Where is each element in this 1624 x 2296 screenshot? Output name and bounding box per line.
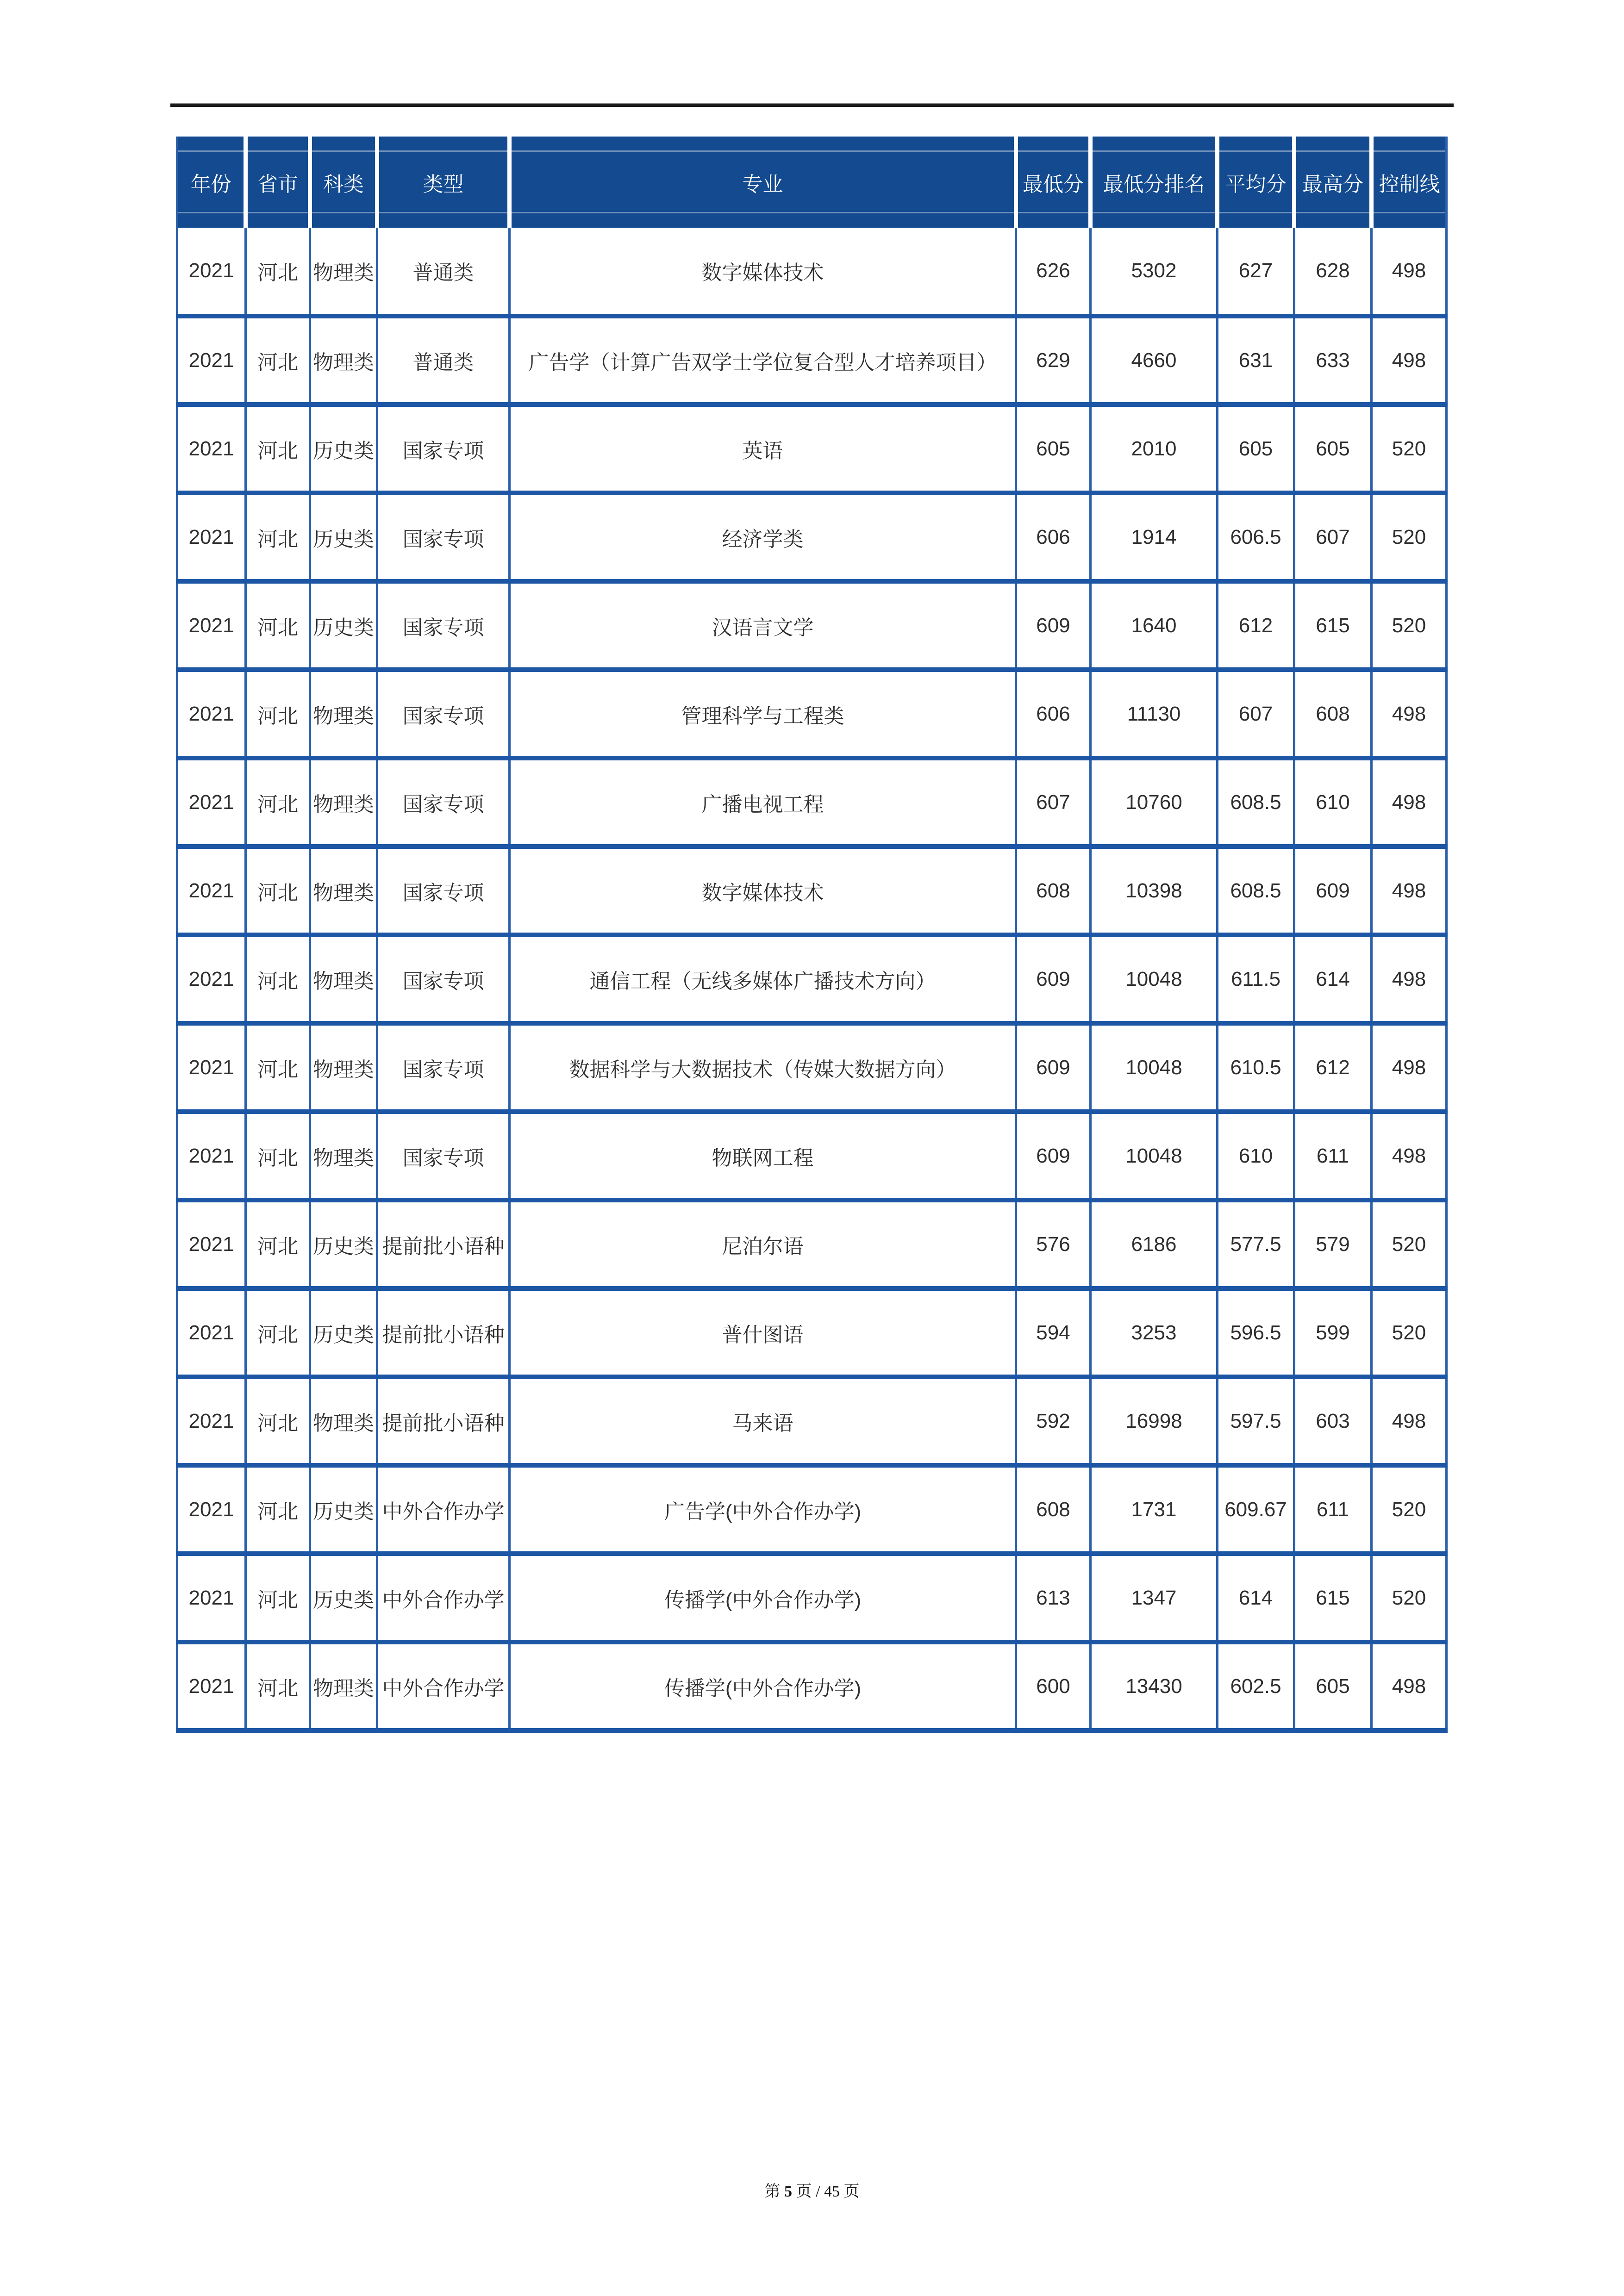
cell-max_score: 599 <box>1294 1288 1372 1377</box>
cell-major: 数字媒体技术 <box>510 228 1016 316</box>
cell-province: 河北 <box>246 228 310 316</box>
cell-min_score_rank: 4660 <box>1091 316 1218 404</box>
cell-province: 河北 <box>246 1642 310 1730</box>
column-header-max_score: 最高分 <box>1294 137 1372 228</box>
cell-avg_score: 609.67 <box>1218 1465 1294 1554</box>
cell-year: 2021 <box>177 1642 246 1730</box>
footer-total-pages: 45 <box>824 2183 840 2200</box>
cell-min_score_rank: 10048 <box>1091 1023 1218 1112</box>
cell-province: 河北 <box>246 1023 310 1112</box>
cell-avg_score: 577.5 <box>1218 1200 1294 1288</box>
cell-province: 河北 <box>246 1288 310 1377</box>
cell-subject: 历史类 <box>310 1288 377 1377</box>
column-header-year: 年份 <box>177 137 246 228</box>
table-row <box>177 228 1447 316</box>
admission-scores-table <box>176 137 1448 1733</box>
cell-min_score_rank: 1347 <box>1091 1554 1218 1642</box>
table-header <box>177 137 1447 228</box>
cell-min_score_rank: 13430 <box>1091 1642 1218 1730</box>
table-row <box>177 581 1447 670</box>
table-row <box>177 1112 1447 1200</box>
cell-min_score_rank: 1731 <box>1091 1465 1218 1554</box>
cell-max_score: 611 <box>1294 1112 1372 1200</box>
cell-type: 国家专项 <box>377 581 510 670</box>
cell-province: 河北 <box>246 316 310 404</box>
cell-max_score: 628 <box>1294 228 1372 316</box>
column-header-subject: 科类 <box>310 137 377 228</box>
footer-prefix: 第 <box>764 2183 785 2200</box>
cell-avg_score: 608.5 <box>1218 758 1294 846</box>
cell-control_line: 520 <box>1372 1288 1447 1377</box>
table-row <box>177 935 1447 1023</box>
table-row <box>177 1642 1447 1730</box>
cell-min_score_rank: 3253 <box>1091 1288 1218 1377</box>
cell-avg_score: 631 <box>1218 316 1294 404</box>
cell-min_score_rank: 1914 <box>1091 493 1218 581</box>
cell-min_score: 606 <box>1016 670 1091 758</box>
cell-min_score_rank: 1640 <box>1091 581 1218 670</box>
cell-subject: 历史类 <box>310 404 377 493</box>
cell-min_score: 594 <box>1016 1288 1091 1377</box>
table-row <box>177 1465 1447 1554</box>
table-row <box>177 1377 1447 1465</box>
cell-year: 2021 <box>177 1112 246 1200</box>
cell-type: 普通类 <box>377 316 510 404</box>
cell-type: 提前批小语种 <box>377 1377 510 1465</box>
cell-type: 中外合作办学 <box>377 1554 510 1642</box>
cell-province: 河北 <box>246 670 310 758</box>
cell-max_score: 605 <box>1294 1642 1372 1730</box>
cell-control_line: 520 <box>1372 404 1447 493</box>
cell-subject: 物理类 <box>310 935 377 1023</box>
cell-control_line: 520 <box>1372 1200 1447 1288</box>
cell-control_line: 520 <box>1372 1465 1447 1554</box>
cell-max_score: 614 <box>1294 935 1372 1023</box>
cell-max_score: 633 <box>1294 316 1372 404</box>
cell-major: 广播电视工程 <box>510 758 1016 846</box>
cell-subject: 历史类 <box>310 1465 377 1554</box>
cell-control_line: 498 <box>1372 846 1447 935</box>
cell-year: 2021 <box>177 493 246 581</box>
table-row <box>177 758 1447 846</box>
cell-major: 经济学类 <box>510 493 1016 581</box>
cell-min_score: 608 <box>1016 846 1091 935</box>
cell-min_score: 576 <box>1016 1200 1091 1288</box>
column-header-province: 省市 <box>246 137 310 228</box>
footer-page-number: 5 <box>784 2183 793 2200</box>
cell-major: 尼泊尔语 <box>510 1200 1016 1288</box>
cell-control_line: 498 <box>1372 228 1447 316</box>
cell-province: 河北 <box>246 581 310 670</box>
cell-control_line: 520 <box>1372 581 1447 670</box>
cell-min_score_rank: 16998 <box>1091 1377 1218 1465</box>
cell-type: 国家专项 <box>377 935 510 1023</box>
table-row <box>177 493 1447 581</box>
cell-subject: 历史类 <box>310 1200 377 1288</box>
cell-province: 河北 <box>246 846 310 935</box>
footer-mid: 页 / <box>792 2183 824 2200</box>
cell-province: 河北 <box>246 1554 310 1642</box>
cell-province: 河北 <box>246 493 310 581</box>
table-row <box>177 846 1447 935</box>
column-header-major: 专业 <box>510 137 1016 228</box>
cell-avg_score: 597.5 <box>1218 1377 1294 1465</box>
cell-avg_score: 612 <box>1218 581 1294 670</box>
footer-suffix: 页 <box>839 2183 860 2200</box>
cell-min_score_rank: 10760 <box>1091 758 1218 846</box>
cell-year: 2021 <box>177 758 246 846</box>
cell-min_score_rank: 2010 <box>1091 404 1218 493</box>
table-row <box>177 670 1447 758</box>
cell-min_score_rank: 10048 <box>1091 935 1218 1023</box>
column-header-control_line: 控制线 <box>1372 137 1447 228</box>
cell-major: 传播学(中外合作办学) <box>510 1554 1016 1642</box>
cell-max_score: 607 <box>1294 493 1372 581</box>
cell-subject: 物理类 <box>310 670 377 758</box>
cell-subject: 物理类 <box>310 316 377 404</box>
cell-subject: 物理类 <box>310 1023 377 1112</box>
column-header-avg_score: 平均分 <box>1218 137 1294 228</box>
cell-min_score: 629 <box>1016 316 1091 404</box>
cell-min_score: 609 <box>1016 581 1091 670</box>
cell-max_score: 612 <box>1294 1023 1372 1112</box>
cell-major: 通信工程（无线多媒体广播技术方向） <box>510 935 1016 1023</box>
cell-type: 国家专项 <box>377 758 510 846</box>
cell-avg_score: 596.5 <box>1218 1288 1294 1377</box>
cell-max_score: 605 <box>1294 404 1372 493</box>
cell-type: 提前批小语种 <box>377 1288 510 1377</box>
cell-min_score_rank: 10398 <box>1091 846 1218 935</box>
cell-min_score: 606 <box>1016 493 1091 581</box>
cell-max_score: 609 <box>1294 846 1372 935</box>
cell-min_score: 609 <box>1016 1023 1091 1112</box>
cell-type: 中外合作办学 <box>377 1465 510 1554</box>
cell-subject: 历史类 <box>310 493 377 581</box>
cell-max_score: 603 <box>1294 1377 1372 1465</box>
table-row <box>177 1200 1447 1288</box>
cell-major: 汉语言文学 <box>510 581 1016 670</box>
cell-control_line: 520 <box>1372 493 1447 581</box>
cell-major: 广告学（计算广告双学士学位复合型人才培养项目） <box>510 316 1016 404</box>
cell-min_score_rank: 10048 <box>1091 1112 1218 1200</box>
cell-year: 2021 <box>177 670 246 758</box>
cell-min_score_rank: 11130 <box>1091 670 1218 758</box>
cell-control_line: 498 <box>1372 1642 1447 1730</box>
page-footer <box>0 2181 1624 2203</box>
header-row <box>177 137 1447 228</box>
table-body <box>177 228 1447 1730</box>
cell-year: 2021 <box>177 935 246 1023</box>
table-row <box>177 1023 1447 1112</box>
cell-type: 国家专项 <box>377 670 510 758</box>
cell-avg_score: 611.5 <box>1218 935 1294 1023</box>
cell-max_score: 615 <box>1294 1554 1372 1642</box>
cell-avg_score: 610 <box>1218 1112 1294 1200</box>
cell-year: 2021 <box>177 1377 246 1465</box>
cell-year: 2021 <box>177 316 246 404</box>
cell-type: 提前批小语种 <box>377 1200 510 1288</box>
cell-subject: 物理类 <box>310 1642 377 1730</box>
cell-major: 普什图语 <box>510 1288 1016 1377</box>
cell-major: 马来语 <box>510 1377 1016 1465</box>
cell-major: 物联网工程 <box>510 1112 1016 1200</box>
table-row <box>177 316 1447 404</box>
cell-province: 河北 <box>246 1112 310 1200</box>
cell-max_score: 579 <box>1294 1200 1372 1288</box>
cell-min_score: 608 <box>1016 1465 1091 1554</box>
table-row <box>177 1554 1447 1642</box>
cell-control_line: 498 <box>1372 758 1447 846</box>
cell-avg_score: 607 <box>1218 670 1294 758</box>
cell-type: 国家专项 <box>377 846 510 935</box>
cell-control_line: 498 <box>1372 1112 1447 1200</box>
cell-min_score: 609 <box>1016 935 1091 1023</box>
cell-type: 普通类 <box>377 228 510 316</box>
cell-subject: 历史类 <box>310 1554 377 1642</box>
table-row <box>177 404 1447 493</box>
cell-year: 2021 <box>177 581 246 670</box>
cell-year: 2021 <box>177 1288 246 1377</box>
cell-avg_score: 627 <box>1218 228 1294 316</box>
cell-max_score: 615 <box>1294 581 1372 670</box>
cell-min_score: 607 <box>1016 758 1091 846</box>
cell-avg_score: 608.5 <box>1218 846 1294 935</box>
cell-major: 管理科学与工程类 <box>510 670 1016 758</box>
table-row <box>177 1288 1447 1377</box>
cell-min_score: 613 <box>1016 1554 1091 1642</box>
column-header-min_score_rank: 最低分排名 <box>1091 137 1218 228</box>
cell-subject: 物理类 <box>310 1112 377 1200</box>
cell-min_score: 626 <box>1016 228 1091 316</box>
cell-type: 国家专项 <box>377 1112 510 1200</box>
cell-province: 河北 <box>246 758 310 846</box>
cell-year: 2021 <box>177 1465 246 1554</box>
cell-subject: 历史类 <box>310 581 377 670</box>
cell-year: 2021 <box>177 1554 246 1642</box>
cell-max_score: 608 <box>1294 670 1372 758</box>
cell-major: 英语 <box>510 404 1016 493</box>
cell-type: 国家专项 <box>377 493 510 581</box>
cell-min_score_rank: 6186 <box>1091 1200 1218 1288</box>
cell-control_line: 498 <box>1372 670 1447 758</box>
cell-type: 国家专项 <box>377 404 510 493</box>
cell-year: 2021 <box>177 846 246 935</box>
header-rule <box>170 103 1454 107</box>
cell-avg_score: 606.5 <box>1218 493 1294 581</box>
cell-control_line: 520 <box>1372 1554 1447 1642</box>
cell-major: 数据科学与大数据技术（传媒大数据方向） <box>510 1023 1016 1112</box>
cell-subject: 物理类 <box>310 228 377 316</box>
cell-type: 国家专项 <box>377 1023 510 1112</box>
cell-control_line: 498 <box>1372 1023 1447 1112</box>
cell-major: 数字媒体技术 <box>510 846 1016 935</box>
cell-subject: 物理类 <box>310 758 377 846</box>
cell-max_score: 611 <box>1294 1465 1372 1554</box>
cell-avg_score: 614 <box>1218 1554 1294 1642</box>
cell-year: 2021 <box>177 404 246 493</box>
cell-province: 河北 <box>246 1377 310 1465</box>
cell-avg_score: 605 <box>1218 404 1294 493</box>
cell-province: 河北 <box>246 935 310 1023</box>
cell-min_score: 605 <box>1016 404 1091 493</box>
cell-subject: 物理类 <box>310 1377 377 1465</box>
cell-subject: 物理类 <box>310 846 377 935</box>
cell-min_score_rank: 5302 <box>1091 228 1218 316</box>
cell-min_score: 592 <box>1016 1377 1091 1465</box>
cell-max_score: 610 <box>1294 758 1372 846</box>
cell-avg_score: 602.5 <box>1218 1642 1294 1730</box>
cell-control_line: 498 <box>1372 1377 1447 1465</box>
cell-year: 2021 <box>177 228 246 316</box>
cell-avg_score: 610.5 <box>1218 1023 1294 1112</box>
cell-major: 广告学(中外合作办学) <box>510 1465 1016 1554</box>
cell-province: 河北 <box>246 1200 310 1288</box>
cell-min_score: 600 <box>1016 1642 1091 1730</box>
cell-province: 河北 <box>246 1465 310 1554</box>
cell-year: 2021 <box>177 1023 246 1112</box>
cell-province: 河北 <box>246 404 310 493</box>
cell-min_score: 609 <box>1016 1112 1091 1200</box>
column-header-type: 类型 <box>377 137 510 228</box>
cell-control_line: 498 <box>1372 316 1447 404</box>
column-header-min_score: 最低分 <box>1016 137 1091 228</box>
cell-major: 传播学(中外合作办学) <box>510 1642 1016 1730</box>
cell-year: 2021 <box>177 1200 246 1288</box>
cell-control_line: 498 <box>1372 935 1447 1023</box>
cell-type: 中外合作办学 <box>377 1642 510 1730</box>
